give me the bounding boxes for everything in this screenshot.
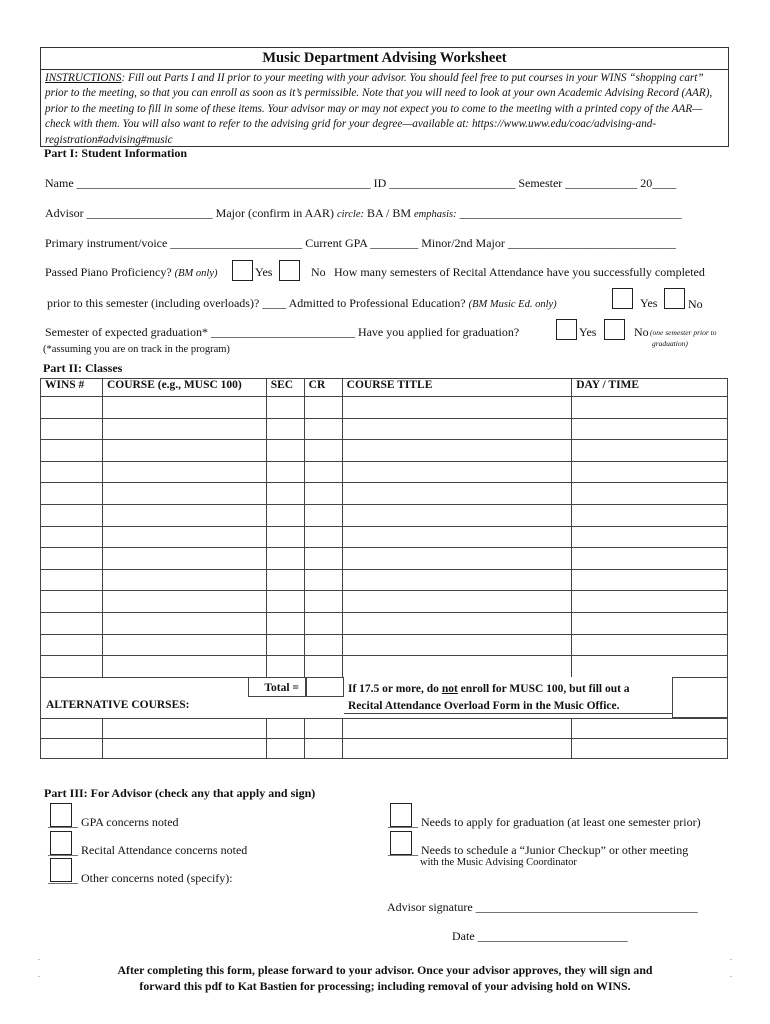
- class-cell[interactable]: [41, 656, 103, 678]
- alternative-course-cell[interactable]: [102, 739, 266, 759]
- footer-line-2: forward this pdf to Kat Bastien for processing; including removal of your advising hold on WINS.: [139, 979, 631, 993]
- graduation-note: graduation): [652, 339, 688, 348]
- alternative-course-cell[interactable]: [41, 739, 103, 759]
- class-cell[interactable]: [266, 461, 304, 483]
- alternative-courses-table: [40, 718, 728, 759]
- bm-music-ed-note: (BM Music Ed. only): [468, 299, 557, 310]
- col-cr: CR: [304, 379, 342, 397]
- class-cell[interactable]: [572, 418, 728, 440]
- class-cell[interactable]: [572, 397, 728, 419]
- col-sec: SEC: [266, 379, 304, 397]
- class-cell[interactable]: [342, 504, 572, 526]
- bm-only-note: (BM only): [174, 268, 218, 279]
- class-cell[interactable]: [102, 504, 266, 526]
- applied-grad-yes-checkbox[interactable]: [556, 319, 577, 340]
- class-cell[interactable]: [41, 440, 103, 462]
- alternative-course-cell[interactable]: [572, 739, 728, 759]
- col-day-time: DAY / TIME: [572, 379, 728, 397]
- recital-prof-ed-line[interactable]: [47, 296, 557, 311]
- page-dot: .: [730, 953, 732, 962]
- class-cell[interactable]: [102, 397, 266, 419]
- piano-yes-label: Yes: [255, 265, 273, 279]
- class-cell[interactable]: [266, 548, 304, 570]
- class-cell[interactable]: [266, 504, 304, 526]
- class-cell[interactable]: [266, 440, 304, 462]
- class-cell[interactable]: [266, 612, 304, 634]
- name-id-semester-line[interactable]: Name _________________________________________________ ID _____________________ Semester ____________ 20____: [45, 176, 677, 190]
- apply-graduation-label: _____ Needs to apply for graduation (at least one semester prior): [388, 815, 701, 829]
- junior-checkup-subtext: with the Music Advising Coordinator: [420, 857, 577, 868]
- class-cell[interactable]: [342, 461, 572, 483]
- col-course: COURSE (e.g., MUSC 100): [102, 379, 266, 397]
- class-cell[interactable]: [342, 440, 572, 462]
- class-cell[interactable]: [41, 612, 103, 634]
- class-cell[interactable]: [41, 504, 103, 526]
- class-cell[interactable]: [572, 440, 728, 462]
- total-section: [40, 677, 728, 718]
- alternative-courses-label: ALTERNATIVE COURSES:: [46, 699, 190, 711]
- class-cell[interactable]: [342, 397, 572, 419]
- instructions-label: INSTRUCTIONS: [45, 72, 122, 84]
- junior-checkup-text: Needs to schedule a “Junior Checkup” or other meeting: [421, 843, 689, 857]
- class-cell[interactable]: [304, 591, 342, 613]
- table-row: [41, 569, 728, 591]
- class-cell[interactable]: [304, 418, 342, 440]
- advisor-major-text: Advisor _____________________ Major (confirm in AAR): [45, 206, 334, 220]
- date-line[interactable]: Date _________________________: [452, 929, 628, 943]
- class-cell[interactable]: [342, 526, 572, 548]
- class-cell[interactable]: [342, 656, 572, 678]
- class-cell[interactable]: [102, 656, 266, 678]
- class-cell[interactable]: [102, 526, 266, 548]
- total-credits-field[interactable]: [306, 677, 344, 697]
- instructions-text: [45, 71, 724, 148]
- class-cell[interactable]: [102, 461, 266, 483]
- class-cell[interactable]: [41, 397, 103, 419]
- class-cell[interactable]: [266, 483, 304, 505]
- instructions-body: : Fill out Parts I and II prior to your meeting with your advisor. You should feel free to put courses in your WINS “shopping cart” prior to the meeting, so that you can enroll as soon as it’s permissible. Note that you will need to look at your own Academic Advising Record (AAR), prior to the meeting to fill in some of these items. Your advisor may or may not expect you to come to the meeting with a printed copy of the AAR—check with them. You will also want to refer to the advising grid for your degree—available at: https://www.uww.edu/coac/advising-and-registration#advising#music: [45, 72, 713, 146]
- page-dot: .: [38, 970, 40, 979]
- piano-yes-checkbox[interactable]: [232, 260, 253, 281]
- footer-line-1: After completing this form, please forward to your advisor. Once your advisor approves, they will sign and: [117, 963, 653, 977]
- class-cell[interactable]: [342, 483, 572, 505]
- class-cell[interactable]: [572, 548, 728, 570]
- class-cell[interactable]: [572, 504, 728, 526]
- class-cell[interactable]: [41, 483, 103, 505]
- table-row: [41, 719, 728, 739]
- table-row: [41, 612, 728, 634]
- instructions-box: [40, 47, 729, 147]
- class-cell[interactable]: [266, 569, 304, 591]
- class-cell[interactable]: [572, 612, 728, 634]
- class-cell[interactable]: [342, 591, 572, 613]
- overload-note-part2: enroll for MUSC 100, but fill out a: [457, 683, 630, 695]
- class-cell[interactable]: [342, 612, 572, 634]
- other-concerns-label: _____ Other concerns noted (specify):: [48, 871, 233, 885]
- class-cell[interactable]: [41, 634, 103, 656]
- table-row: [41, 440, 728, 462]
- overload-note-line2: Recital Attendance Overload Form in the Music Office.: [348, 700, 620, 712]
- table-row: [41, 548, 728, 570]
- classes-table: [40, 378, 728, 678]
- circle-label: circle:: [336, 209, 364, 220]
- prof-ed-no-checkbox[interactable]: [664, 288, 685, 309]
- overload-note: [348, 681, 630, 715]
- class-cell[interactable]: [102, 612, 266, 634]
- class-cell[interactable]: [304, 656, 342, 678]
- table-row: [41, 526, 728, 548]
- class-cell[interactable]: [572, 483, 728, 505]
- class-cell[interactable]: [342, 569, 572, 591]
- class-cell[interactable]: [304, 548, 342, 570]
- table-row: [41, 591, 728, 613]
- class-cell[interactable]: [266, 634, 304, 656]
- class-cell[interactable]: [102, 483, 266, 505]
- col-wins: WINS #: [41, 379, 103, 397]
- class-cell[interactable]: [572, 656, 728, 678]
- class-cell[interactable]: [572, 634, 728, 656]
- other-concerns-text: Other concerns noted (specify):: [81, 871, 233, 885]
- alternative-course-cell[interactable]: [266, 739, 304, 759]
- piano-no-checkbox[interactable]: [279, 260, 300, 281]
- recital-concerns-label: _____ Recital Attendance concerns noted: [48, 843, 248, 857]
- class-cell[interactable]: [102, 569, 266, 591]
- class-cell[interactable]: [266, 656, 304, 678]
- footer-instructions: [60, 962, 710, 994]
- junior-checkup-label: _____ Needs to schedule a “Junior Checkup” or other meeting: [388, 843, 689, 857]
- table-row: [41, 397, 728, 419]
- table-row: [41, 656, 728, 678]
- class-cell[interactable]: [572, 526, 728, 548]
- class-cell[interactable]: [102, 548, 266, 570]
- class-cell[interactable]: [342, 418, 572, 440]
- class-cell[interactable]: [572, 591, 728, 613]
- class-cell[interactable]: [342, 548, 572, 570]
- class-cell[interactable]: [102, 440, 266, 462]
- class-cell[interactable]: [304, 612, 342, 634]
- gpa-concerns-label: _____ GPA concerns noted: [48, 815, 179, 829]
- emphasis-label: emphasis:: [414, 209, 457, 220]
- one-semester-note: (one semester prior to: [650, 328, 717, 337]
- class-cell[interactable]: [266, 418, 304, 440]
- class-cell[interactable]: [304, 569, 342, 591]
- class-cell[interactable]: [304, 526, 342, 548]
- applied-grad-no-label: No: [634, 325, 649, 339]
- class-cell[interactable]: [304, 397, 342, 419]
- on-track-note: (*assuming you are on track in the program): [43, 344, 230, 355]
- class-cell[interactable]: [266, 397, 304, 419]
- applied-grad-yes-label: Yes: [579, 325, 597, 339]
- class-cell[interactable]: [572, 461, 728, 483]
- advisor-signature-line[interactable]: Advisor signature _____________________________________: [387, 900, 698, 914]
- overload-note-part1: If 17.5 or more, do: [348, 683, 442, 695]
- part2-heading: Part II: Classes: [43, 361, 123, 375]
- apply-graduation-text: Needs to apply for graduation (at least one semester prior): [421, 815, 701, 829]
- class-cell[interactable]: [41, 591, 103, 613]
- alternative-course-cell[interactable]: [342, 719, 572, 739]
- class-cell[interactable]: [304, 483, 342, 505]
- prior-semester-text: prior to this semester (including overloads)? ____ Admitted to Professional Education?: [47, 296, 466, 310]
- total-label: Total =: [248, 677, 306, 697]
- prof-ed-yes-label: Yes: [640, 296, 658, 310]
- alternative-course-cell[interactable]: [304, 739, 342, 759]
- class-cell[interactable]: [41, 569, 103, 591]
- advisor-major-line[interactable]: [45, 206, 682, 221]
- class-cell[interactable]: [266, 591, 304, 613]
- class-cell[interactable]: [304, 461, 342, 483]
- piano-no-label: No: [311, 265, 326, 279]
- class-cell[interactable]: [41, 548, 103, 570]
- piano-question: Passed Piano Proficiency?: [45, 265, 172, 279]
- table-row: [41, 634, 728, 656]
- class-cell[interactable]: [572, 569, 728, 591]
- alternative-course-cell[interactable]: [572, 719, 728, 739]
- title-divider: [41, 69, 728, 70]
- class-cell[interactable]: [304, 634, 342, 656]
- table-row: [41, 483, 728, 505]
- table-row: [41, 418, 728, 440]
- class-cell[interactable]: [41, 418, 103, 440]
- table-row: [41, 739, 728, 759]
- col-course-title: COURSE TITLE: [342, 379, 572, 397]
- gpa-concerns-text: GPA concerns noted: [81, 815, 179, 829]
- ba-bm-choice[interactable]: BA / BM: [367, 206, 412, 220]
- class-cell[interactable]: [102, 418, 266, 440]
- instrument-gpa-minor-line[interactable]: Primary instrument/voice ______________________ Current GPA ________ Minor/2nd Major ____________________________: [45, 236, 676, 250]
- alternative-course-cell[interactable]: [304, 719, 342, 739]
- page-dot: .: [730, 970, 732, 979]
- alternative-course-cell[interactable]: [266, 719, 304, 739]
- class-cell[interactable]: [266, 526, 304, 548]
- class-cell[interactable]: [102, 591, 266, 613]
- part3-heading: Part III: For Advisor (check any that apply and sign): [44, 786, 316, 800]
- overload-note-not: not: [441, 683, 458, 695]
- class-cell[interactable]: [102, 634, 266, 656]
- emphasis-field[interactable]: _____________________________________: [459, 206, 682, 220]
- alternative-course-cell[interactable]: [102, 719, 266, 739]
- prof-ed-yes-checkbox[interactable]: [612, 288, 633, 309]
- table-row: [41, 504, 728, 526]
- overload-check-cell[interactable]: [672, 677, 728, 718]
- applied-grad-no-checkbox[interactable]: [604, 319, 625, 340]
- piano-proficiency-label: [45, 265, 218, 280]
- table-row: [41, 461, 728, 483]
- class-cell[interactable]: [41, 461, 103, 483]
- class-cell[interactable]: [304, 440, 342, 462]
- prof-ed-no-label: No: [688, 297, 703, 311]
- class-cell[interactable]: [41, 526, 103, 548]
- graduation-line[interactable]: Semester of expected graduation* ________________________ Have you applied for graduation?: [45, 325, 520, 339]
- part1-heading: Part I: Student Information: [44, 146, 187, 160]
- class-cell[interactable]: [304, 504, 342, 526]
- recital-concerns-text: Recital Attendance concerns noted: [81, 843, 248, 857]
- classes-header-row: [41, 379, 728, 397]
- page-dot: .: [38, 953, 40, 962]
- class-cell[interactable]: [342, 634, 572, 656]
- recital-semesters-question: How many semesters of Recital Attendance have you successfully completed: [334, 265, 705, 279]
- form-title: Music Department Advising Worksheet: [262, 50, 507, 66]
- alternative-course-cell[interactable]: [41, 719, 103, 739]
- alternative-course-cell[interactable]: [342, 739, 572, 759]
